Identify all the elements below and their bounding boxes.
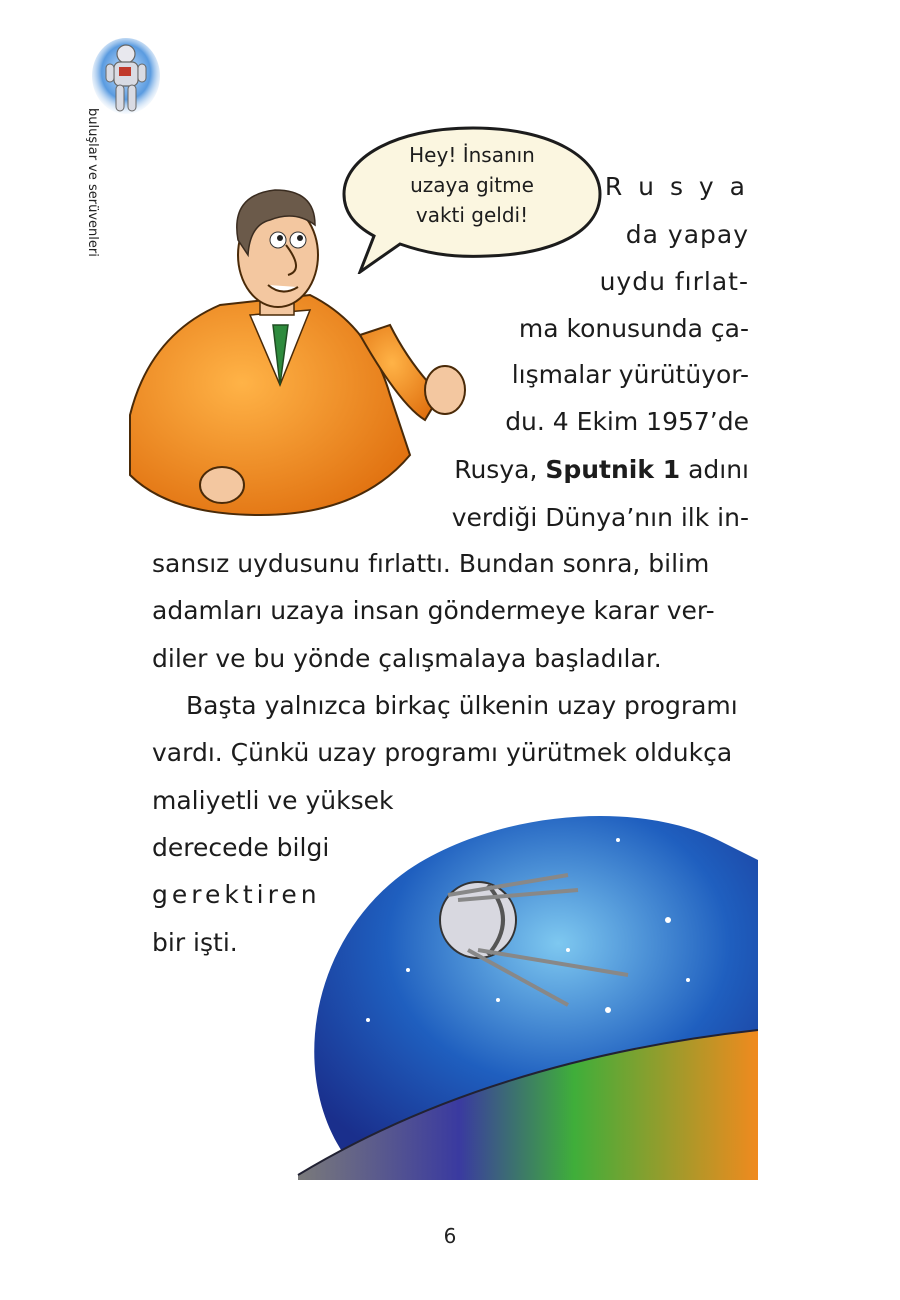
text-line: R u s y a xyxy=(604,172,749,201)
text-line: maliyetli ve yüksek xyxy=(152,786,394,815)
text-line xyxy=(152,549,749,579)
sputnik-satellite-illustration xyxy=(288,800,758,1180)
text-line xyxy=(152,596,749,626)
text-run: vardı. Çünkü uzay programı yürütmek oldukça xyxy=(152,738,733,767)
bubble-line: Hey! İnsanın xyxy=(409,143,535,167)
page-number: 6 xyxy=(443,1224,457,1248)
text-run: adamları uzaya insan göndermeye karar ver- xyxy=(152,596,715,625)
sputnik-term: Sputnik 1 xyxy=(545,455,681,484)
series-title: buluşlar ve serüvenleri xyxy=(85,108,100,257)
text-line xyxy=(152,738,749,768)
text-line: ma konusunda ça- xyxy=(518,314,749,343)
bubble-line: vakti geldi! xyxy=(415,203,529,227)
text-line: derecede bilgi xyxy=(152,833,330,862)
text-line xyxy=(454,455,749,485)
text-line: da yapay xyxy=(625,220,749,249)
text-line: uydu fırlat- xyxy=(599,267,749,296)
text-line: diler ve bu yönde çalışmalaya başladılar. xyxy=(152,644,662,673)
text-run: sansız uydusunu fırlattı. Bundan sonra, bilim xyxy=(152,549,710,578)
speech-bubble-text xyxy=(372,140,572,230)
text-line: du. 4 Ekim 1957’de xyxy=(505,407,749,436)
text-fragment: adını xyxy=(688,455,749,484)
bubble-line: uzaya gitme xyxy=(410,173,534,197)
text-fragment: Rusya, xyxy=(454,455,538,484)
text-line: lışmalar yürütüyor- xyxy=(511,360,749,389)
text-line: gerektiren xyxy=(152,880,321,909)
text-line: Başta yalnızca birkaç ülkenin uzay programı xyxy=(186,691,738,720)
text-line: verdiği Dünya’nın ilk in- xyxy=(451,503,749,532)
text-line: bir işti. xyxy=(152,928,238,957)
